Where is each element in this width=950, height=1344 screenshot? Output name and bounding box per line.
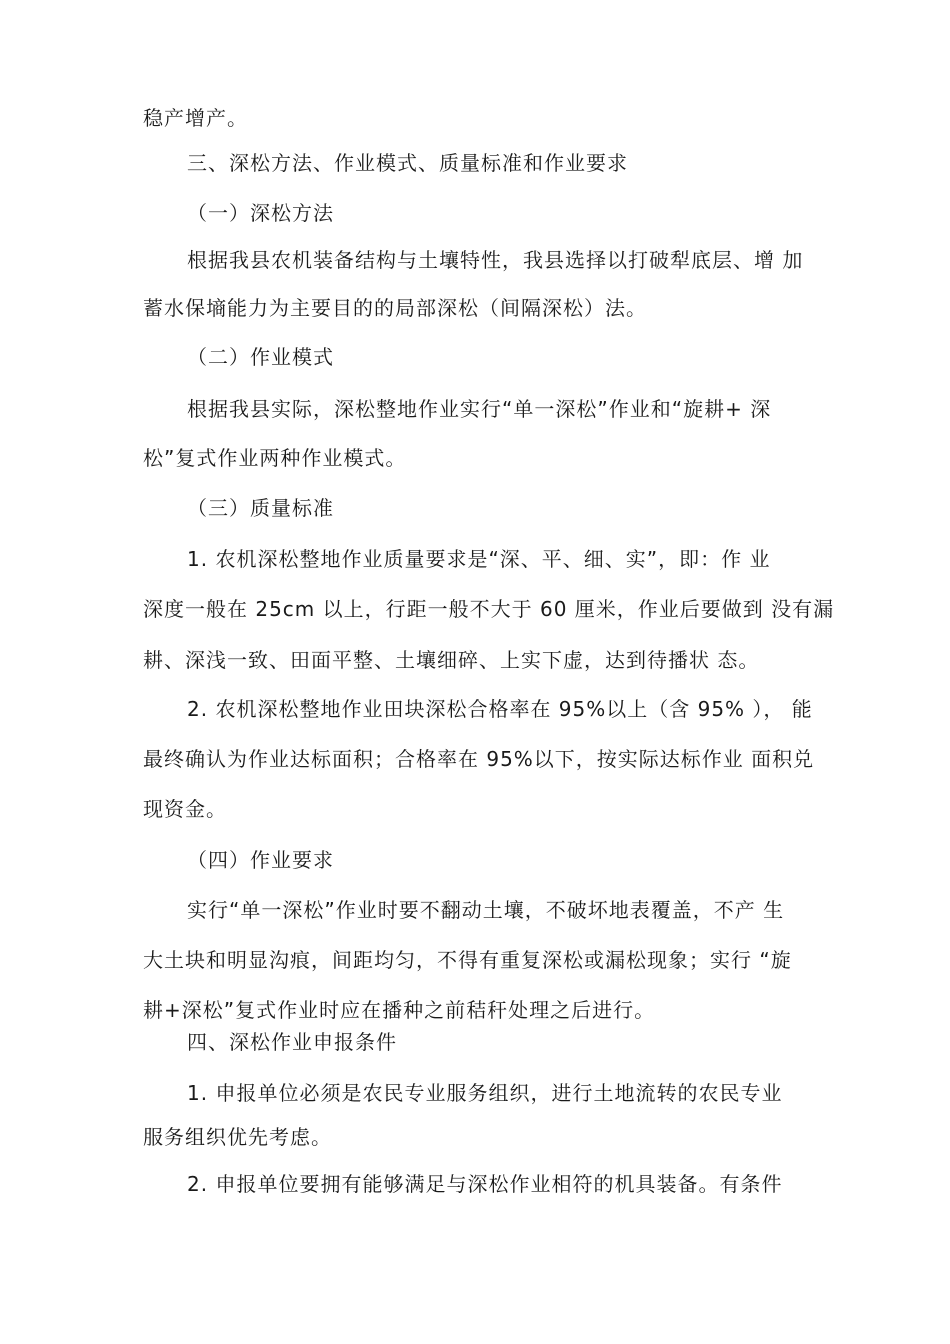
subsection-heading-3: （三）质量标准 bbox=[187, 496, 334, 520]
text-line-4: 根据我县农机装备结构与土壤特性，我县选择以打破犁底层、增 加 bbox=[187, 248, 804, 272]
text-line-14: 最终确认为作业达标面积；合格率在 95%以下，按实际达标作业 面积兑 bbox=[143, 747, 815, 771]
subsection-heading-2: （二）作业模式 bbox=[187, 345, 334, 369]
text-line-22: 服务组织优先考虑。 bbox=[143, 1125, 332, 1149]
text-line-15: 现资金。 bbox=[143, 797, 227, 821]
text-line-19: 耕+深松”复式作业时应在播种之前秸秆处理之后进行。 bbox=[143, 998, 656, 1022]
text-line-21: 1. 申报单位必须是农民专业服务组织，进行土地流转的农民专业 bbox=[187, 1081, 783, 1105]
text-line-10: 1. 农机深松整地作业质量要求是“深、平、细、实”，即：作 业 bbox=[187, 547, 771, 571]
text-line-13: 2. 农机深松整地作业田块深松合格率在 95%以上（含 95% ）， 能 bbox=[187, 697, 813, 721]
section-heading-3: 三、深松方法、作业模式、质量标准和作业要求 bbox=[187, 151, 628, 175]
text-line-11: 深度一般在 25cm 以上，行距一般不大于 60 厘米，作业后要做到 没有漏 bbox=[143, 597, 835, 621]
subsection-heading-1: （一）深松方法 bbox=[187, 201, 334, 225]
text-line-12: 耕、深浅一致、田面平整、土壤细碎、上实下虚，达到待播状 态。 bbox=[143, 648, 760, 672]
subsection-heading-4: （四）作业要求 bbox=[187, 848, 334, 872]
text-line-8: 松”复式作业两种作业模式。 bbox=[143, 446, 407, 470]
text-line-5: 蓄水保墒能力为主要目的的局部深松（间隔深松）法。 bbox=[143, 296, 647, 320]
text-line-23: 2. 申报单位要拥有能够满足与深松作业相符的机具装备。有条件 bbox=[187, 1172, 783, 1196]
text-line-1: 稳产增产。 bbox=[143, 106, 248, 130]
text-line-17: 实行“单一深松”作业时要不翻动土壤，不破坏地表覆盖，不产 生 bbox=[187, 898, 785, 922]
section-heading-4: 四、深松作业申报条件 bbox=[187, 1030, 397, 1054]
text-line-7: 根据我县实际，深松整地作业实行“单一深松”作业和“旋耕+ 深 bbox=[187, 397, 772, 421]
text-line-18: 大土块和明显沟痕，间距均匀，不得有重复深松或漏松现象；实行 “旋 bbox=[143, 948, 792, 972]
